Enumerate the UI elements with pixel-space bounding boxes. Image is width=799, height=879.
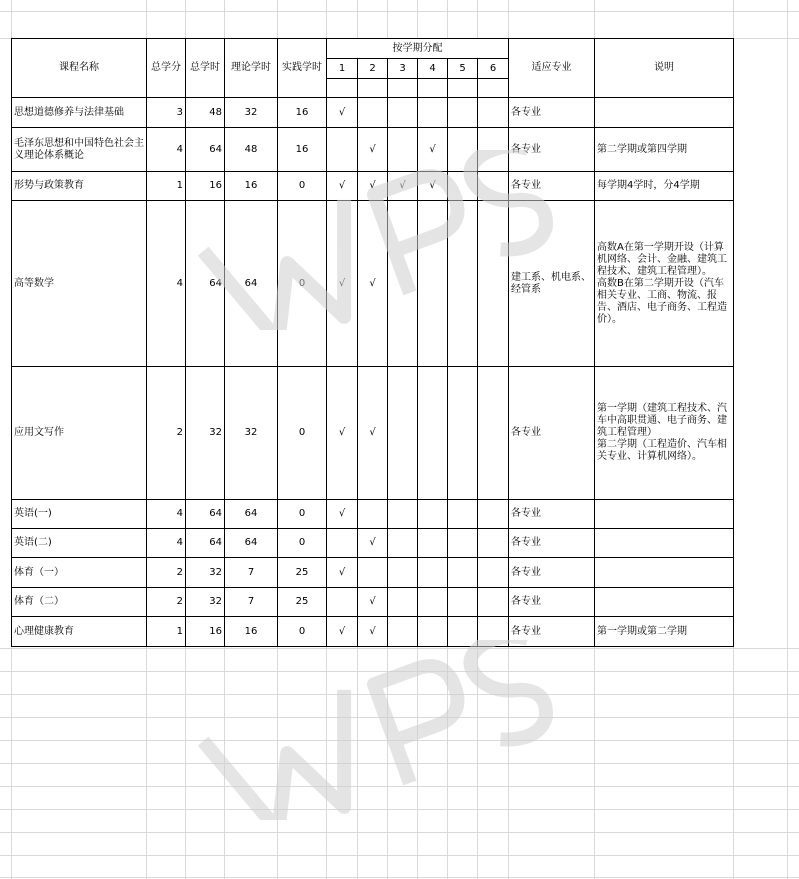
table-row [12,558,734,588]
table-row [12,172,734,201]
gridline [0,877,799,878]
gridline [0,671,799,672]
blank-cell [448,79,478,98]
major-cell: 各专业 [509,529,595,558]
note-cell: 第一学期或第二学期 [595,617,734,647]
note-cell [595,201,734,367]
theory-cell: 48 [225,128,278,172]
semester-cell [478,201,509,367]
course-name-cell: 高等数学 [12,201,147,367]
semester-cell [418,617,448,647]
semester-cell: √ [358,201,388,367]
semester-cell: √ [358,529,388,558]
theory-cell: 64 [225,529,278,558]
theory-cell: 64 [225,500,278,529]
credits-cell: 4 [147,201,186,367]
semester-cell [418,529,448,558]
header-semester-4: 4 [418,59,448,79]
semester-cell [418,588,448,617]
practice-cell: 0 [278,172,327,201]
gridline [0,694,799,695]
semester-cell [448,558,478,588]
major-cell: 各专业 [509,558,595,588]
course-name-cell: 英语(一) [12,500,147,529]
note-cell: 第二学期或第四学期 [595,128,734,172]
practice-cell: 0 [278,367,327,500]
course-name-cell: 形势与政策教育 [12,172,147,201]
semester-cell: √ [327,172,358,201]
semester-cell [388,128,418,172]
header-theory-hours: 理论学时 [225,39,278,98]
semester-cell [418,367,448,500]
header-semester-3: 3 [388,59,418,79]
hours-cell: 32 [186,588,225,617]
note-cell [595,529,734,558]
credits-cell: 4 [147,500,186,529]
hours-cell: 64 [186,128,225,172]
major-cell: 各专业 [509,367,595,500]
semester-cell [478,98,509,128]
practice-cell: 0 [278,500,327,529]
header-notes: 说明 [595,39,734,98]
semester-cell [358,98,388,128]
blank-cell [418,79,448,98]
table-row [12,367,734,500]
semester-cell: √ [327,367,358,500]
theory-cell: 16 [225,617,278,647]
semester-cell [388,529,418,558]
theory-cell: 32 [225,367,278,500]
semester-cell [418,558,448,588]
major-cell: 各专业 [509,98,595,128]
header-semester-1: 1 [327,59,358,79]
practice-cell: 25 [278,588,327,617]
major-cell: 各专业 [509,617,595,647]
note-paragraph: 高数A在第一学期开设（计算机网络、会计、金融、建筑工程技术、建筑工程管理）。 [597,241,727,277]
header-total-hours: 总学时 [186,39,225,98]
wps-watermark-logo-bottom [190,640,570,820]
semester-cell [327,588,358,617]
header-practice-hours: 实践学时 [278,39,327,98]
note-paragraph: 第二学期（工程造价、汽车相关专业、计算机网络）。 [597,439,727,462]
major-cell: 各专业 [509,588,595,617]
credits-cell: 1 [147,617,186,647]
hours-cell: 16 [186,172,225,201]
gridline [0,786,799,787]
course-table [11,38,734,647]
semester-cell: √ [327,98,358,128]
course-name-cell: 体育（一） [12,558,147,588]
table-row [12,617,734,647]
credits-cell: 2 [147,558,186,588]
theory-cell: 16 [225,172,278,201]
hours-cell: 48 [186,98,225,128]
gridline [0,832,799,833]
practice-cell: 0 [278,529,327,558]
blank-cell [358,79,388,98]
theory-cell: 64 [225,201,278,367]
major-cell: 各专业 [509,500,595,529]
semester-cell: √ [358,617,388,647]
course-name-cell: 毛泽东思想和中国特色社会主义理论体系概论 [12,128,147,172]
header-total-credits: 总学分 [147,39,186,98]
semester-cell [327,128,358,172]
hours-cell: 32 [186,367,225,500]
major-cell: 各专业 [509,128,595,172]
gridline [0,717,799,718]
table-row [12,201,734,367]
semester-cell [448,98,478,128]
semester-cell: √ [358,172,388,201]
practice-cell: 0 [278,201,327,367]
semester-cell [448,500,478,529]
table-row [12,128,734,172]
table-row [12,529,734,558]
theory-cell: 7 [225,558,278,588]
header-semester-5: 5 [448,59,478,79]
semester-cell: √ [358,588,388,617]
semester-cell [448,529,478,558]
semester-cell: √ [327,617,358,647]
course-name-cell: 体育（二） [12,588,147,617]
gridline [0,855,799,856]
table-row [12,588,734,617]
credits-cell: 4 [147,529,186,558]
gridline [0,763,799,764]
table-row [12,500,734,529]
theory-cell: 32 [225,98,278,128]
note-cell [595,367,734,500]
gridline [0,740,799,741]
semester-cell: √ [327,201,358,367]
credits-cell: 2 [147,588,186,617]
semester-cell [358,558,388,588]
note-cell: 每学期4学时，分4学期 [595,172,734,201]
credits-cell: 2 [147,367,186,500]
gridline [0,648,799,649]
note-paragraph: 高数B在第二学期开设（汽车相关专业、工商、物流、报告、酒店、电子商务、工程造价）。 [597,277,727,325]
header-semester-2: 2 [358,59,388,79]
semester-cell: √ [358,367,388,500]
practice-cell: 16 [278,128,327,172]
header-majors: 适应专业 [509,39,595,98]
semester-cell: √ [327,558,358,588]
blank-cell [478,79,509,98]
semester-cell [327,529,358,558]
semester-cell [478,588,509,617]
semester-cell [418,500,448,529]
semester-cell [388,558,418,588]
practice-cell: 0 [278,617,327,647]
semester-cell [418,201,448,367]
semester-cell [358,500,388,529]
hours-cell: 64 [186,529,225,558]
practice-cell: 25 [278,558,327,588]
semester-cell [478,500,509,529]
header-course-name: 课程名称 [12,39,147,98]
semester-cell [478,367,509,500]
blank-cell [388,79,418,98]
semester-cell [478,617,509,647]
semester-cell [388,588,418,617]
semester-cell [448,201,478,367]
credits-cell: 1 [147,172,186,201]
semester-cell [478,558,509,588]
table-row [12,98,734,128]
semester-cell: √ [327,500,358,529]
note-cell [595,500,734,529]
course-name-cell: 应用文写作 [12,367,147,500]
header-row [12,39,734,59]
practice-cell: 16 [278,98,327,128]
semester-cell [388,617,418,647]
credits-cell: 4 [147,128,186,172]
hours-cell: 16 [186,617,225,647]
major-cell: 各专业 [509,172,595,201]
course-name-cell: 英语(二) [12,529,147,558]
note-paragraph: 第一学期（建筑工程技术、汽车中高职贯通、电子商务、建筑工程管理） [597,403,727,438]
header-semester-group: 按学期分配 [327,39,509,59]
note-cell [595,588,734,617]
note-cell [595,558,734,588]
blank-cell [327,79,358,98]
semester-cell [388,367,418,500]
gridline [0,809,799,810]
semester-cell [448,367,478,500]
semester-cell [418,98,448,128]
gridline [787,0,788,879]
semester-cell [478,172,509,201]
semester-cell [448,617,478,647]
semester-cell: √ [418,128,448,172]
semester-cell [448,128,478,172]
hours-cell: 64 [186,500,225,529]
semester-cell [478,529,509,558]
gridline [0,11,799,12]
semester-cell [388,98,418,128]
semester-cell: √ [388,172,418,201]
semester-cell [388,201,418,367]
semester-cell [388,500,418,529]
course-name-cell: 心理健康教育 [12,617,147,647]
semester-cell [478,128,509,172]
hours-cell: 32 [186,558,225,588]
semester-cell [448,172,478,201]
semester-cell: √ [358,128,388,172]
credits-cell: 3 [147,98,186,128]
note-cell [595,98,734,128]
major-cell: 建工系、机电系、经管系 [509,201,595,367]
course-name-cell: 思想道德修养与法律基础 [12,98,147,128]
header-semester-6: 6 [478,59,509,79]
theory-cell: 7 [225,588,278,617]
hours-cell: 64 [186,201,225,367]
semester-cell [448,588,478,617]
semester-cell: √ [418,172,448,201]
